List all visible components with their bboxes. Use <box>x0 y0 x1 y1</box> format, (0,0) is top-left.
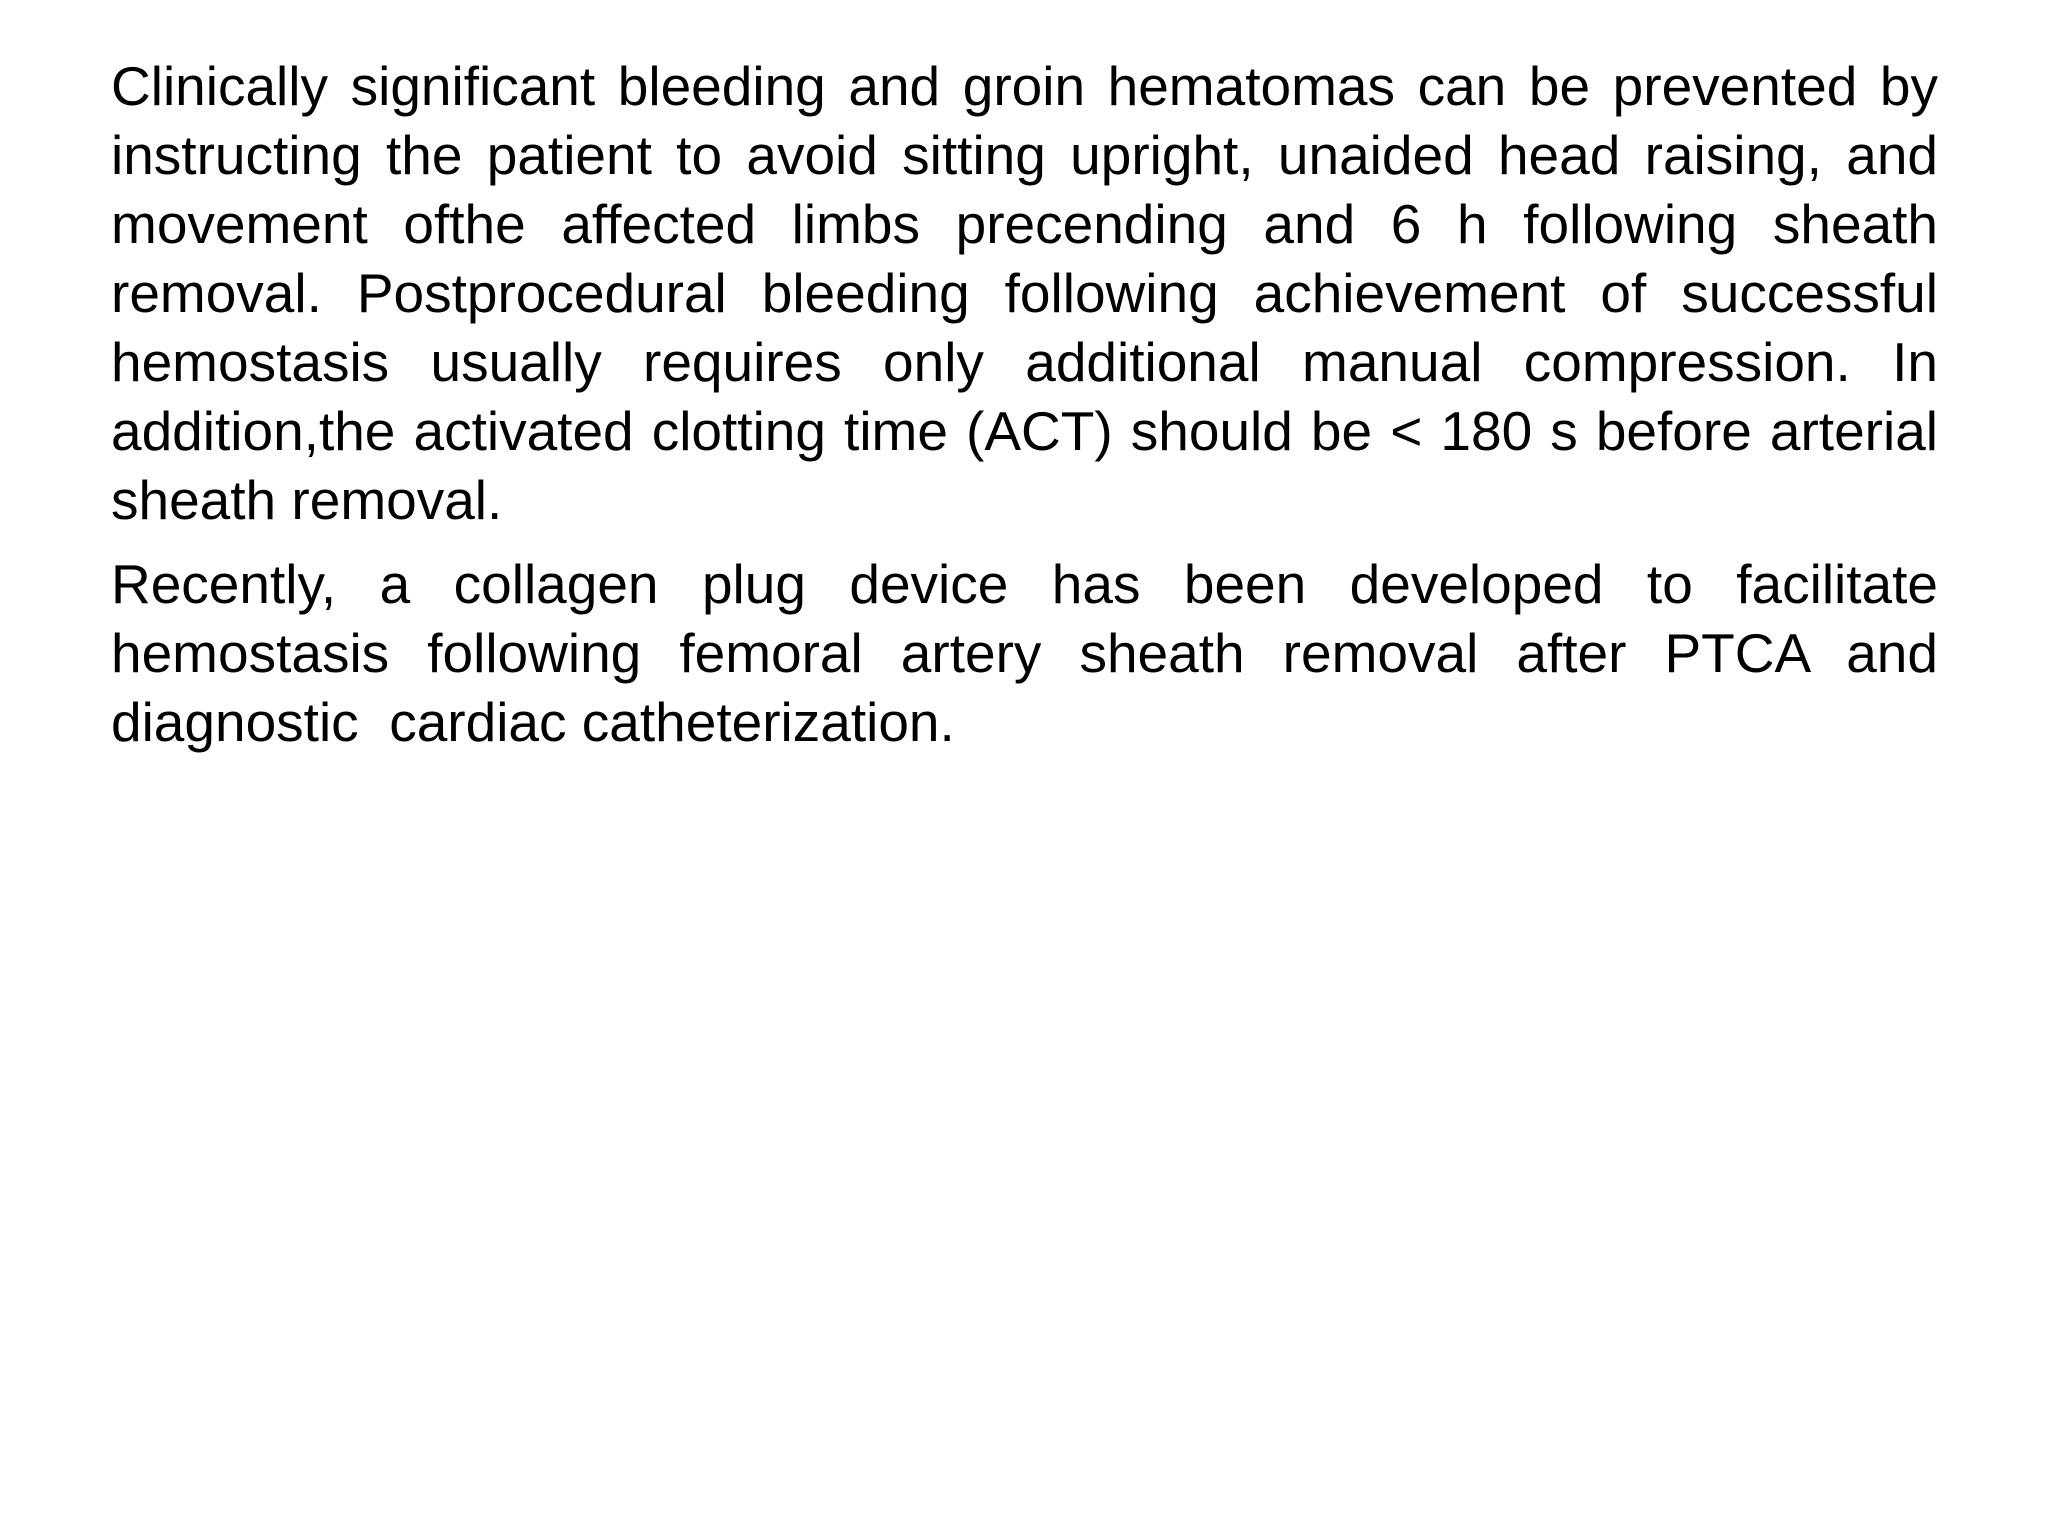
paragraph-sheath-removal-precautions: Clinically significant bleeding and groin hematomas can be prevented by instructing the patient to avoid sitting upright, unaided head raising, and movement ofthe affected limbs precending and 6 h following sheath removal. Postprocedural bleeding following achievement of successful hemostasis usually requires only additional manual compression. In addition,the activated clotting time (ACT) should be < 180 s before arterial sheath removal. <box>111 55 1954 531</box>
paragraph-collagen-plug-device: Recently, a collagen plug device has been developed to facilitate hemostasis following femoral artery sheath removal after PTCA and diagnostic cardiac catheterization. <box>111 553 1969 753</box>
slide-text-body <box>111 52 1969 757</box>
